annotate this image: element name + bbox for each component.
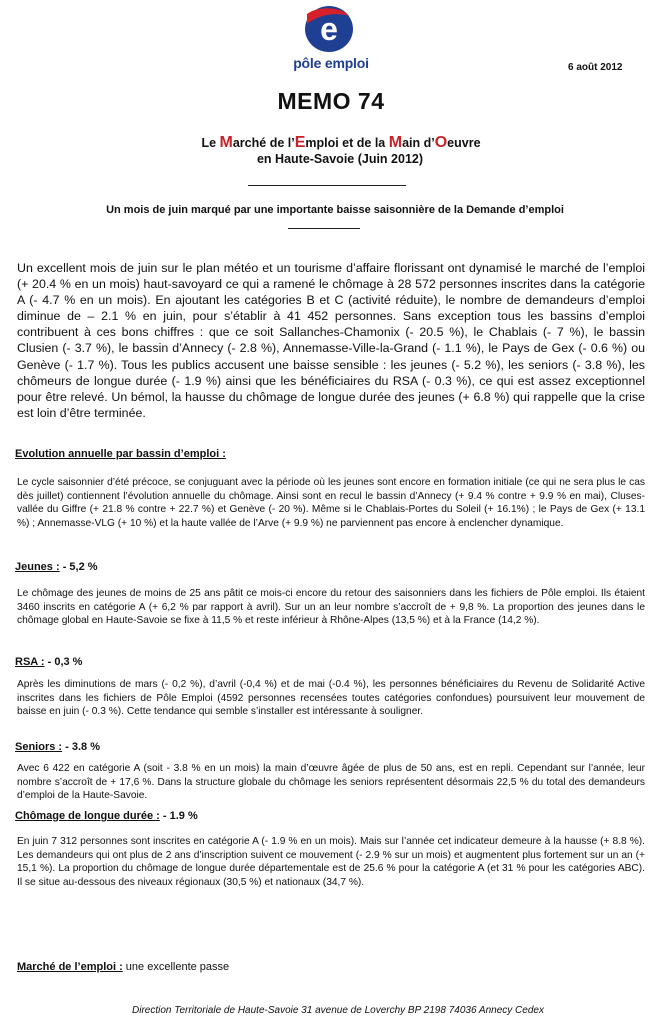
document-title-line1: Le Marché de l’Emploi et de la Main d’Oeuvre	[201, 134, 481, 151]
section-text-evolution: Le cycle saisonnier d’été précoce, se conjuguant avec la période où les jeunes sont encore en formation initiale (ce qui ne sera plus le cas dès juillet) contiennent l’évolution annuelle du chômage. Ainsi sont en recul le bassin d’Annecy (+ 9.4 % contre + 9.9 % en mai), Cluses-vallée du Giffre (+ 21.8 % contre + 22.7 %) et Genève (- 20 %). Même si le Chablais-Portes du Soleil (+ 16.1%) ; le Pays de Gex (+ 13.1 %) ; Annemasse-VLG (+ 10 %) et la haute vallée de l’Arve (+ 9.9 %) ne parviennent pas encore à enclencher dynamique.	[17, 477, 645, 530]
document-title-line2: en Haute-Savoie (Juin 2012)	[256, 152, 424, 166]
divider	[248, 185, 406, 186]
document-subtitle: Un mois de juin marqué par une importante baisse saisonnière de la Demande d’emploi	[106, 204, 564, 216]
section-text-chomage-longue-duree: En juin 7 312 personnes sont inscrites en catégorie A (- 1.9 % en un mois). Mais sur l’année cet indicateur demeure à la hausse (+ 8.8 %). Les demandeurs qui ont plus de 2 ans d’inscription suivent ce mouvement (- 2.9 % sur un mois) et augmentent plus fortement sur un an (+ 15,1 %). La proportion du chômage de longue durée départementale est de 25.6 % pour la catégorie A (et 31 % pour les catégories ABC). Il se situe au-dessous des niveaux régionaux (30,5 %) et nationaux (34,7 %).	[17, 836, 645, 889]
section-heading-jeunes: Jeunes : - 5,2 %	[15, 561, 98, 573]
section-heading-evolution: Evolution annuelle par bassin d’emploi :	[15, 448, 226, 460]
section-heading-seniors: Seniors : - 3.8 %	[15, 741, 100, 753]
svg-text:e: e	[320, 11, 338, 47]
section-text-jeunes: Le chômage des jeunes de moins de 25 ans pâtit ce mois-ci encore du retour des saisonniers dans les fichiers de Pôle emploi. Ils étaient 3460 inscrits en catégorie A (+ 6,2 % par rapport à avril). Sur un an leur nombre s’accroît de + 9,8 %. La proportion des jeunes dans le chômage global en Haute-Savoie se fixe à 11,5 % et reste inférieur à Rhône-Alpes (13,5 %) et à la France (14,2 %).	[17, 588, 645, 627]
memo-title: MEMO 74	[277, 88, 385, 114]
section-heading-rsa: RSA : - 0,3 %	[15, 656, 83, 668]
footer-address: Direction Territoriale de Haute-Savoie 31 avenue de Loverchy BP 2198 74036 Annecy Cedex	[132, 1005, 544, 1016]
section-text-rsa: Après les diminutions de mars (- 0,2 %), d’avril (-0,4 %) et de mai (-0.4 %), les personnes bénéficiaires du Revenu de Solidarité Active inscrites dans les fichiers de Pôle Emploi (4592 personnes recensées toutes catégories confondues) poursuivent leur mouvement de baisse en juin (- 0.3 %). Cette tendance qui semble s’installer est intéressante à souligner.	[17, 679, 645, 718]
document-date: 6 août 2012	[568, 62, 623, 73]
divider	[288, 228, 360, 229]
logo-wordmark: pôle emploi	[293, 55, 369, 71]
section-heading-chomage-longue-duree: Chômage de longue durée : - 1.9 %	[15, 810, 198, 822]
section-heading-marche-emploi: Marché de l’emploi : une excellente passe	[17, 961, 230, 973]
intro-paragraph: Un excellent mois de juin sur le plan météo et un tourisme d’affaire florissant ont dynamisé le marché de l’emploi (+ 20.4 % en un mois) haut-savoyard ce qui a ramené le chômage à 28 572 personnes inscrites dans la catégorie A (- 4.7 % en un mois). En ajoutant les catégories B et C (activité réduite), le nombre de demandeurs d’emploi diminue de – 2.1 % en juin, pour s’établir à 41 452 personnes. Sans exception tous les bassins d’emploi contribuent à ces bons chiffres : que ce soit Sallanches-Chamonix (- 20.5 %), le Chablais (- 7 %), le bassin Clusien (- 3.7 %), le bassin d’Annecy (- 2.8 %), Annemasse-Ville-la-Grand (- 1.1 %), le Pays de Gex (- 0.6 %) ou Genève (- 1.7 %). Tous les publics accusent une baisse sensible : les jeunes (- 5.2 %), les seniors (- 3.8 %), les chômeurs de longue durée (- 1.9 %) ainsi que les bénéficiaires du RSA (- 0.3 %), ce qui est assez exceptionnel pour être relevé. Un bémol, la hausse du chômage de longue durée des jeunes (+ 6.8 %) qui rappelle que la crise est loin d’être terminée.	[17, 261, 645, 420]
pole-emploi-logo-icon	[297, 4, 357, 54]
section-text-seniors: Avec 6 422 en catégorie A (soit - 3.8 % en un mois) la main d’œuvre âgée de plus de 50 ans, est en repli. Cependant sur l’année, leur nombre s’accroît de + 17,6 %. Dans la structure globale du chômage les seniors représentent désormais 22,5 % du total des demandeurs d’emploi de la Haute-Savoie.	[17, 763, 645, 802]
